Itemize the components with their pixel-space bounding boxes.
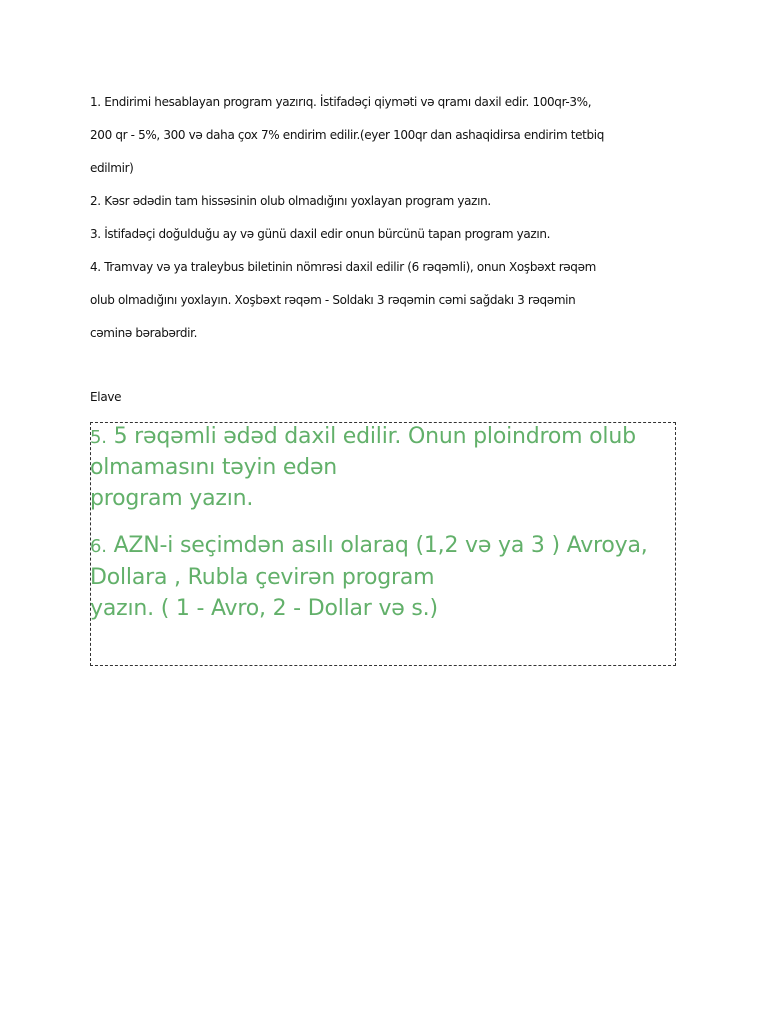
- paragraph-2: 2. Kəsr ədədin tam hissəsinin olub olmadığını yoxlayan program yazın.: [90, 194, 491, 208]
- task5-number: 5.: [90, 427, 107, 448]
- elave-label: Elave: [90, 390, 122, 404]
- task6-text-line1: AZN-i seçimdən asılı olaraq (1,2 və ya 3 ) Avroya,: [113, 533, 648, 558]
- task6-text-line2: Dollara , Rubla çevirən program: [90, 565, 435, 590]
- paragraph-4-end: cəminə bərabərdir.: [90, 326, 198, 340]
- task5-line1: [90, 422, 636, 453]
- paragraph-1-end: edilmir): [90, 161, 134, 175]
- paragraph-4: 4. Tramvay və ya traleybus biletinin nömrəsi daxil edilir (6 rəqəmli), onun Xoşbəxt rəqəm: [90, 260, 596, 274]
- task5-text-line1: 5 rəqəmli ədəd daxil edilir. Onun ploindrom olub: [113, 424, 636, 449]
- task6-number: 6.: [90, 536, 107, 557]
- task6-text-line3: yazın. ( 1 - Avro, 2 - Dollar və s.): [90, 596, 438, 621]
- paragraph-3: 3. İstifadəçi doğulduğu ay və günü daxil edir onun bürcünü tapan program yazın.: [90, 227, 551, 241]
- task5-text-line3: program yazın.: [90, 486, 254, 511]
- task6-line1: [90, 531, 648, 562]
- task5-text-line2: olmamasını təyin edən: [90, 455, 338, 480]
- paragraph-1-cont: 200 qr - 5%, 300 və daha çox 7% endirim edilir.(eyer 100qr dan ashaqidirsa endirim tetbiq: [90, 128, 605, 142]
- paragraph-4-cont: olub olmadığını yoxlayın. Xoşbəxt rəqəm - Soldakı 3 rəqəmin cəmi sağdakı 3 rəqəmin: [90, 293, 576, 307]
- paragraph-1: 1. Endirimi hesablayan program yazırıq. İstifadəçi qiyməti və qramı daxil edir. 100qr-3%,: [90, 95, 592, 109]
